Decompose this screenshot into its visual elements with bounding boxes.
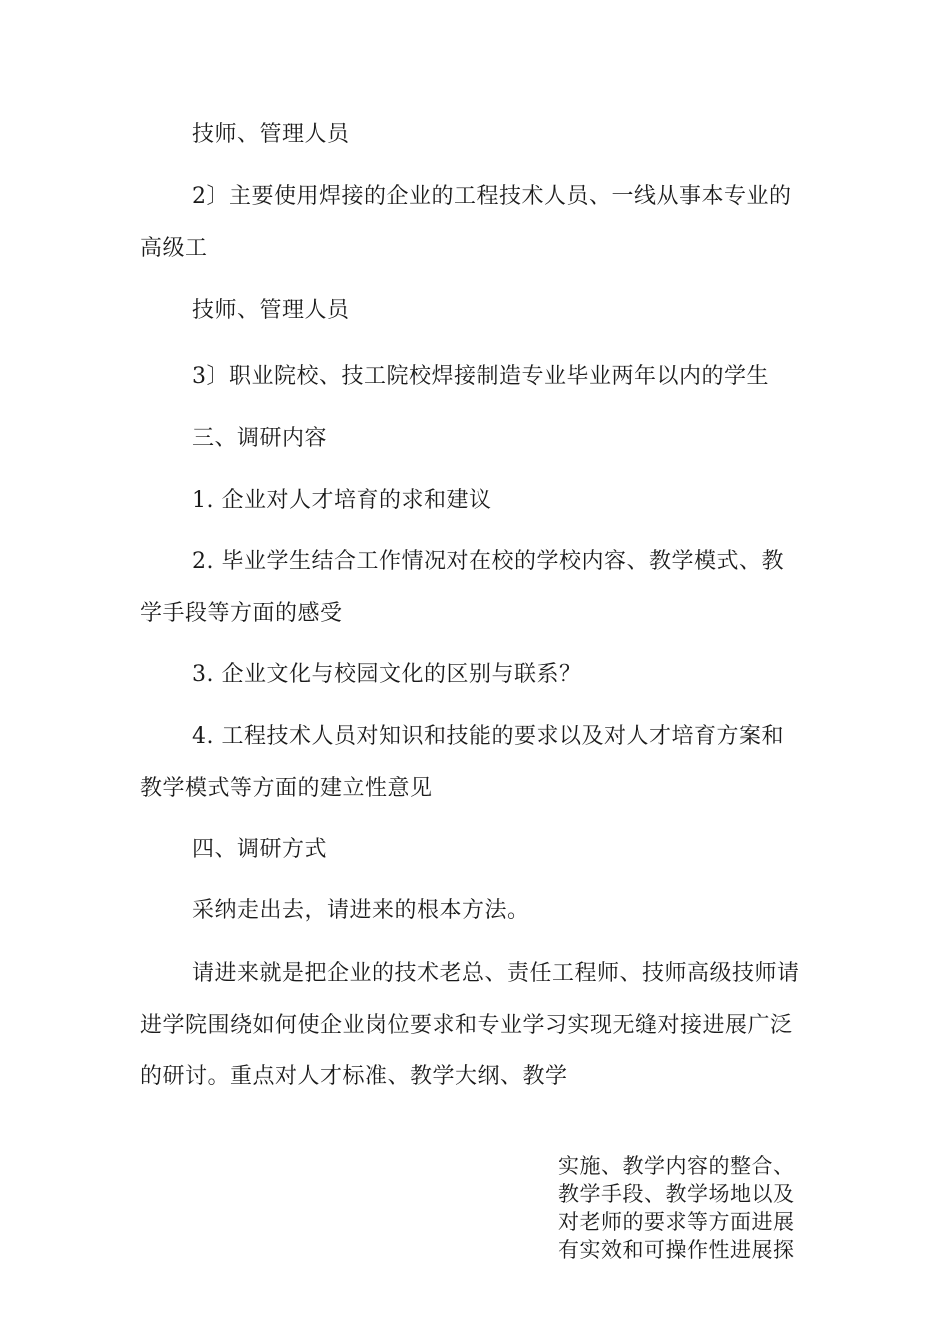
text-line: 进学院围绕如何使企业岗位要求和专业学习实现无缝对接进展广泛 bbox=[140, 1013, 793, 1038]
text-line: 教学模式等方面的建立性意见 bbox=[140, 776, 433, 801]
text-line: 4. 工程技术人员对知识和技能的要求以及对人才培育方案和 bbox=[192, 724, 784, 749]
text-line: 2〕主要使用焊接的企业的工程技术人员、一线从事本专业的 bbox=[192, 184, 792, 209]
text-line: 3〕职业院校、技工院校焊接制造专业毕业两年以内的学生 bbox=[192, 364, 769, 389]
text-line: 采纳走出去，请进来的根本方法。 bbox=[192, 898, 530, 923]
side-text-line: 教学手段、教学场地以及 bbox=[558, 1182, 795, 1206]
text-line: 学手段等方面的感受 bbox=[140, 601, 343, 626]
side-text-line: 实施、教学内容的整合、 bbox=[558, 1154, 795, 1178]
side-text-line: 对老师的要求等方面进展 bbox=[558, 1210, 795, 1234]
section-heading: 三、调研内容 bbox=[192, 426, 328, 451]
text-line: 的研讨。重点对人才标准、教学大纲、教学 bbox=[140, 1064, 568, 1089]
text-line: 3. 企业文化与校园文化的区别与联系？ bbox=[192, 662, 582, 687]
text-line: 2. 毕业学生结合工作情况对在校的学校内容、教学模式、教 bbox=[192, 549, 784, 574]
text-line: 请进来就是把企业的技术老总、责任工程师、技师高级技师请 bbox=[192, 961, 800, 986]
text-line: 1. 企业对人才培育的求和建议 bbox=[192, 488, 492, 513]
text-line: 高级工 bbox=[140, 236, 208, 261]
section-heading: 四、调研方式 bbox=[192, 837, 328, 862]
text-line: 技师、管理人员 bbox=[192, 298, 350, 323]
side-text-line: 有实效和可操作性进展探 bbox=[558, 1238, 795, 1262]
text-line: 技师、管理人员 bbox=[192, 122, 350, 147]
side-text-block bbox=[558, 1152, 858, 1264]
